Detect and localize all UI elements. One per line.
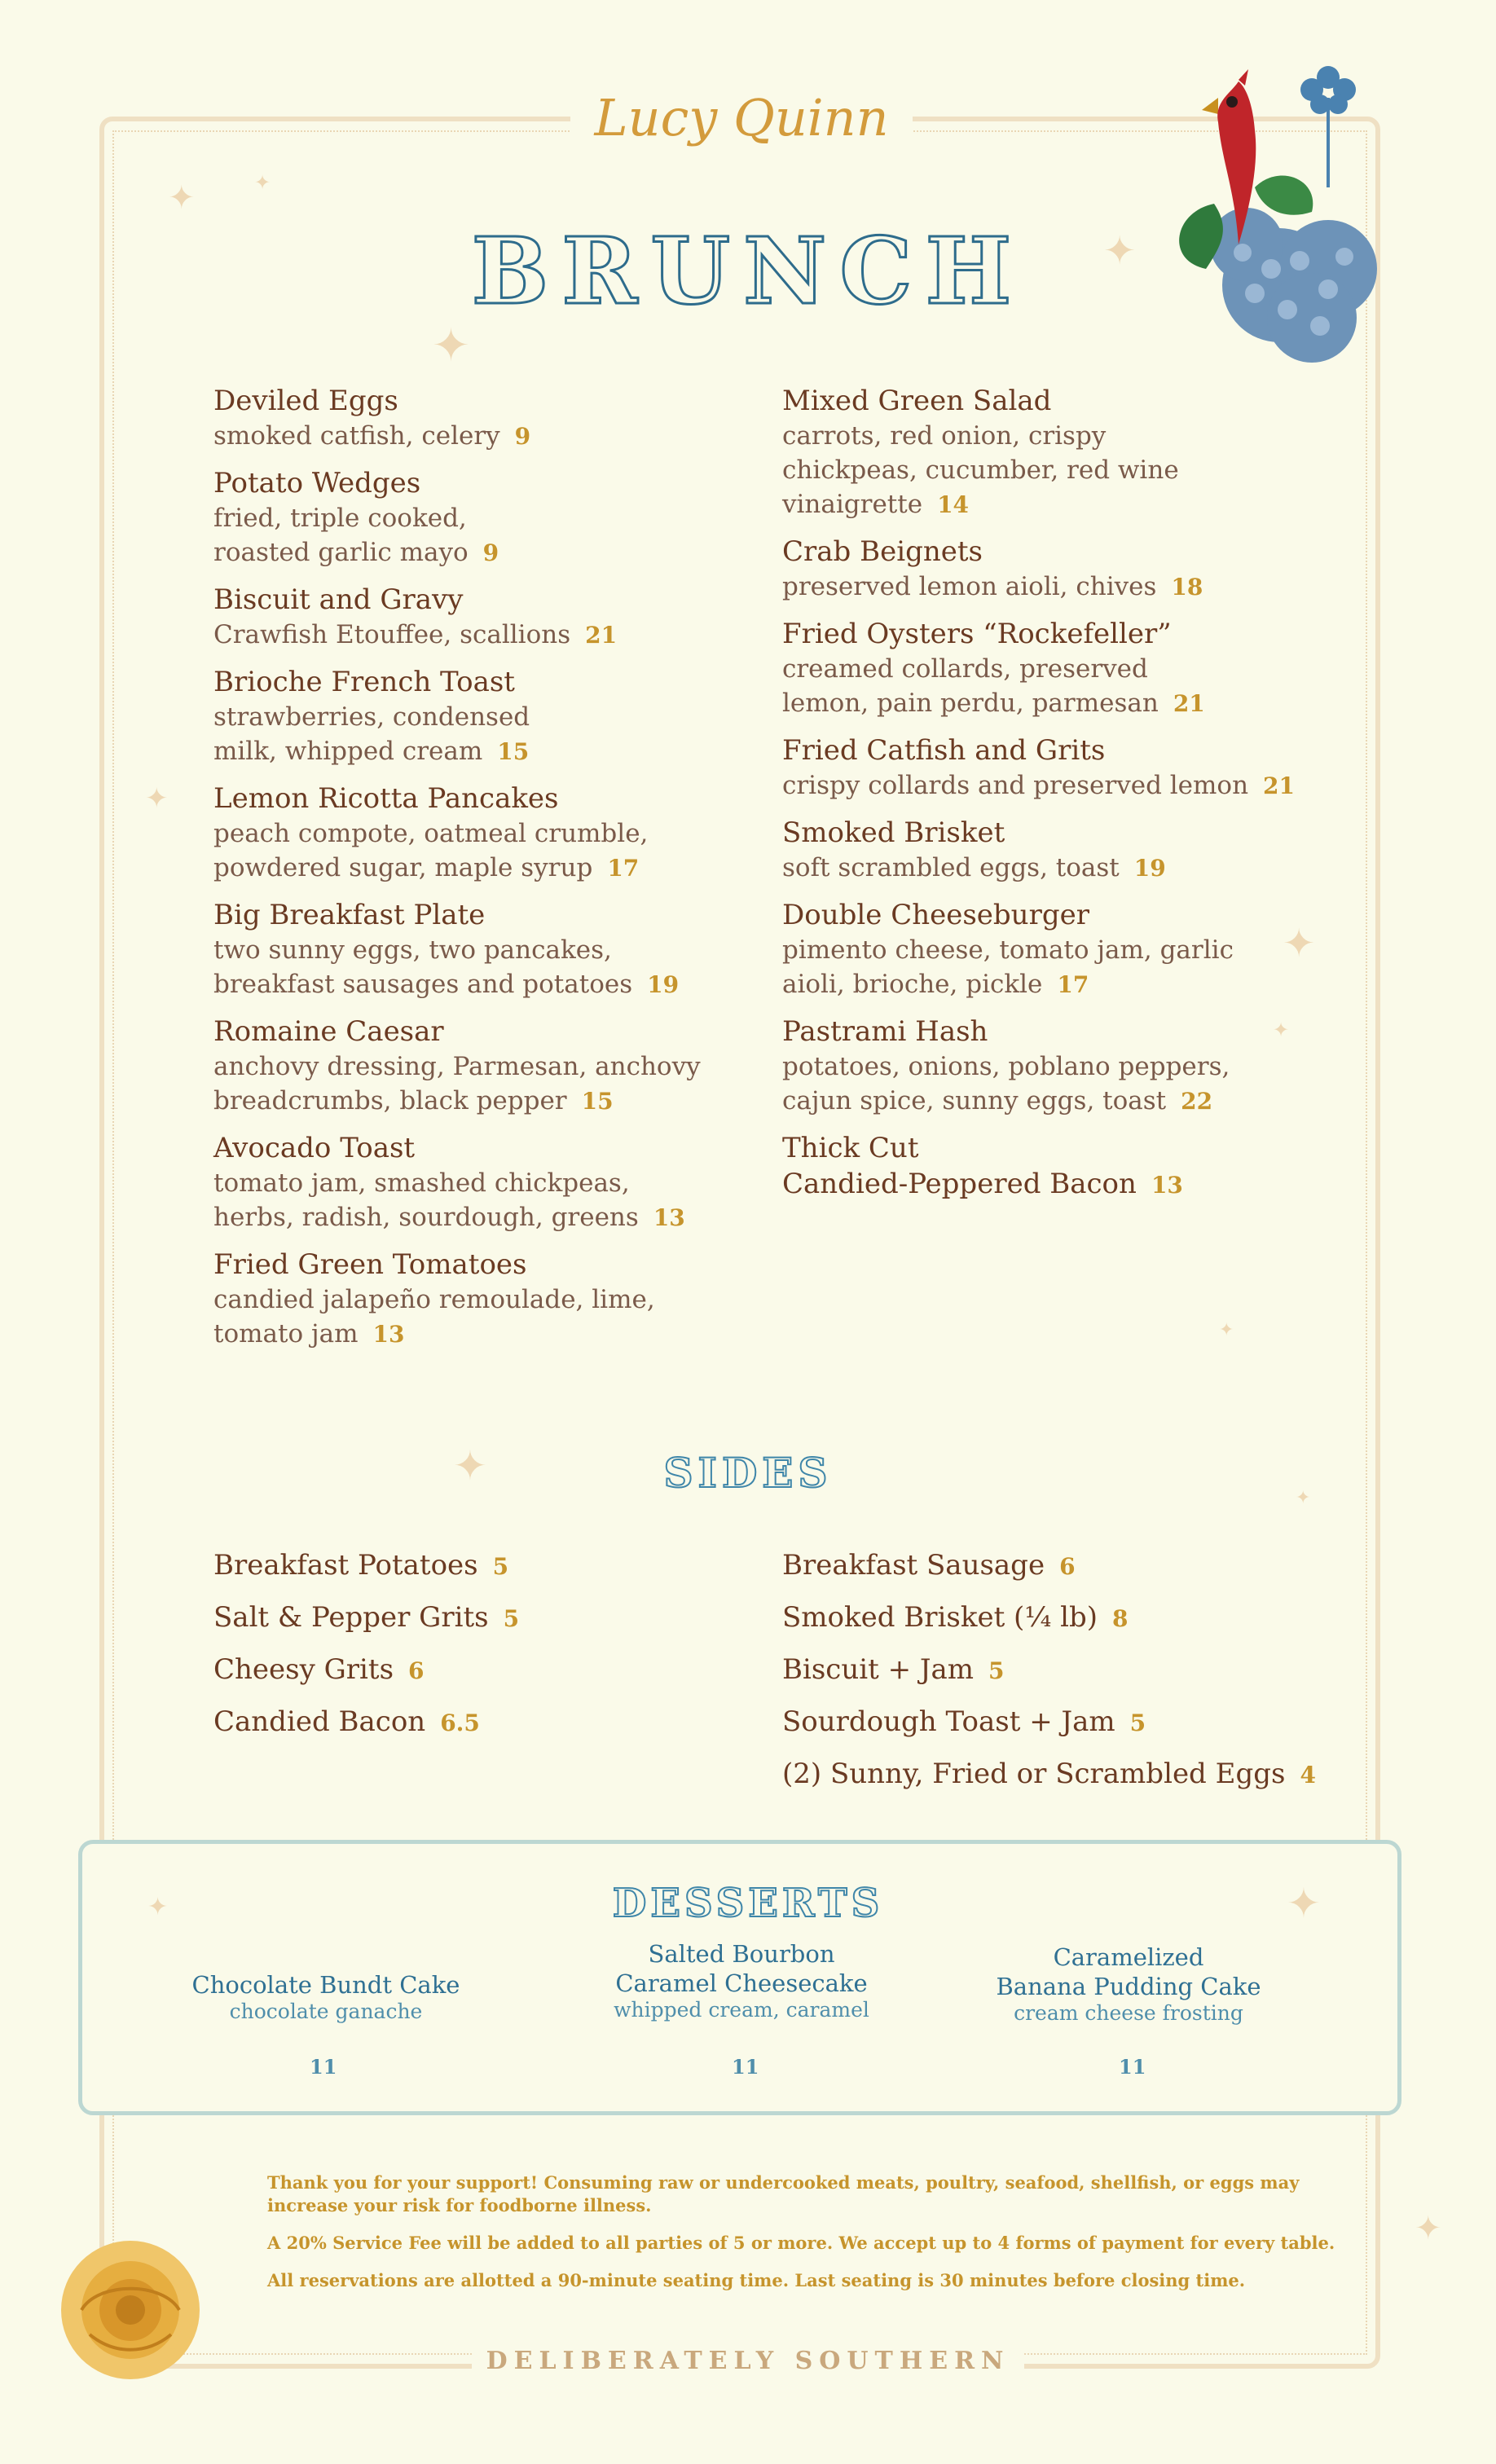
item-name: Potato Wedges bbox=[213, 467, 421, 499]
dessert-name: Chocolate Bundt Cake bbox=[191, 1971, 460, 1999]
item-price: 14 bbox=[937, 491, 970, 518]
side-price: 6.5 bbox=[440, 1709, 480, 1736]
dessert-item bbox=[179, 1970, 473, 2024]
side-price: 5 bbox=[503, 1605, 520, 1632]
item-price: 22 bbox=[1181, 1088, 1213, 1115]
menu-item bbox=[782, 534, 1353, 605]
menu-item bbox=[213, 465, 751, 570]
item-name: Avocado Toast bbox=[213, 1132, 416, 1164]
menu-item bbox=[782, 733, 1353, 803]
item-desc: pimento cheese, tomato jam, garlic aioli, brioche, pickle bbox=[782, 935, 1234, 999]
side-item bbox=[213, 1644, 519, 1696]
desserts-heading: DESSERTS bbox=[612, 1881, 884, 1926]
sparkle-icon: ✦ bbox=[147, 1893, 169, 1921]
item-name: Crab Beignets bbox=[782, 535, 983, 568]
menu-item bbox=[213, 1247, 751, 1352]
menu-item bbox=[782, 815, 1353, 886]
item-desc: potatoes, onions, poblano peppers, cajun spice, sunny eggs, toast bbox=[782, 1052, 1230, 1115]
item-desc: crispy collards and preserved lemon bbox=[782, 771, 1249, 800]
item-name: Smoked Brisket bbox=[782, 816, 1005, 849]
note-service-fee: A 20% Service Fee will be added to all parties of 5 or more. We accept up to 4 forms of payment for every table. bbox=[267, 2233, 1335, 2253]
side-name: Smoked Brisket (¼ lb) bbox=[782, 1601, 1098, 1634]
side-name: (2) Sunny, Fried or Scrambled Eggs bbox=[782, 1758, 1286, 1790]
dessert-desc: cream cheese frosting bbox=[1014, 2001, 1243, 2025]
sides-heading: SIDES bbox=[663, 1449, 833, 1497]
item-desc: strawberries, condensed milk, whipped cream bbox=[213, 702, 530, 766]
menu-item bbox=[782, 616, 1353, 721]
item-price: 21 bbox=[1263, 772, 1296, 799]
dessert-price: 11 bbox=[732, 2055, 759, 2079]
side-item bbox=[782, 1749, 1316, 1801]
item-price: 13 bbox=[372, 1321, 405, 1348]
side-price: 8 bbox=[1111, 1605, 1129, 1632]
menu-item bbox=[213, 582, 751, 653]
side-price: 4 bbox=[1300, 1762, 1316, 1789]
side-price: 6 bbox=[1059, 1553, 1076, 1580]
side-item bbox=[213, 1540, 519, 1592]
item-price: 13 bbox=[1151, 1172, 1183, 1199]
item-desc: soft scrambled eggs, toast bbox=[782, 853, 1120, 882]
side-price: 5 bbox=[1129, 1709, 1146, 1736]
item-desc: two sunny eggs, two pancakes, breakfast sausages and potatoes bbox=[213, 935, 633, 999]
sparkle-icon: ✦ bbox=[1296, 1488, 1311, 1508]
sparkle-icon: ✦ bbox=[453, 1442, 487, 1489]
item-name: Fried Catfish and Grits bbox=[782, 734, 1106, 767]
side-item bbox=[213, 1592, 519, 1644]
sparkle-icon: ✦ bbox=[1103, 228, 1137, 274]
side-name: Cheesy Grits bbox=[213, 1653, 394, 1686]
note-allergy: Thank you for your support! Consuming raw or undercooked meats, poultry, seafood, shellfish, or eggs may increase your risk for foodborne illness. bbox=[267, 2172, 1300, 2215]
sparkle-icon: ✦ bbox=[1283, 921, 1316, 966]
menu-item bbox=[213, 897, 751, 1002]
item-price: 21 bbox=[1173, 690, 1205, 717]
dessert-item bbox=[595, 1939, 888, 2022]
item-desc: anchovy dressing, Parmesan, anchovy breadcrumbs, black pepper bbox=[213, 1052, 701, 1115]
side-item bbox=[213, 1696, 519, 1749]
menu-item bbox=[782, 383, 1353, 522]
menu-item bbox=[213, 781, 751, 886]
item-price: 19 bbox=[647, 971, 680, 998]
item-name: Lemon Ricotta Pancakes bbox=[213, 782, 559, 815]
item-name: Big Breakfast Plate bbox=[213, 899, 486, 931]
item-desc: smoked catfish, celery bbox=[213, 421, 500, 451]
dessert-name-line2: Caramel Cheesecake bbox=[615, 1969, 868, 1997]
item-name: Mixed Green Salad bbox=[782, 385, 1052, 417]
item-name: Thick Cut bbox=[782, 1132, 919, 1164]
item-desc: Crawfish Etouffee, scallions bbox=[213, 620, 571, 649]
item-name: Romaine Caesar bbox=[213, 1015, 444, 1048]
sides-left-column bbox=[213, 1540, 519, 1749]
brunch-left-column bbox=[213, 383, 751, 1363]
item-name: Brioche French Toast bbox=[213, 666, 515, 698]
item-desc: tomato jam, smashed chickpeas, herbs, radish, sourdough, greens bbox=[213, 1168, 639, 1232]
menu-item bbox=[782, 1130, 1353, 1203]
item-price: 15 bbox=[581, 1088, 614, 1115]
item-desc: creamed collards, preserved lemon, pain perdu, parmesan bbox=[782, 654, 1159, 718]
side-price: 5 bbox=[492, 1553, 509, 1580]
sparkle-icon: ✦ bbox=[1273, 1019, 1290, 1041]
item-name: Double Cheeseburger bbox=[782, 899, 1089, 931]
side-item bbox=[782, 1540, 1316, 1592]
menu-item bbox=[213, 383, 751, 454]
side-name: Breakfast Potatoes bbox=[213, 1549, 478, 1582]
side-name: Biscuit + Jam bbox=[782, 1653, 975, 1686]
dessert-desc: whipped cream, caramel bbox=[614, 1998, 869, 2022]
brunch-heading: BRUNCH bbox=[471, 218, 1025, 325]
item-name: Pastrami Hash bbox=[782, 1015, 988, 1048]
item-name: Fried Oysters “Rockefeller” bbox=[782, 618, 1172, 650]
item-price: 9 bbox=[514, 423, 531, 450]
item-price: 17 bbox=[1057, 971, 1089, 998]
sparkle-icon: ✦ bbox=[1415, 2210, 1442, 2247]
item-name: Biscuit and Gravy bbox=[213, 583, 464, 616]
menu-item bbox=[213, 1130, 751, 1235]
item-name: Deviled Eggs bbox=[213, 385, 398, 417]
side-item bbox=[782, 1696, 1316, 1749]
side-item bbox=[782, 1644, 1316, 1696]
item-price: 9 bbox=[482, 539, 499, 566]
side-name: Breakfast Sausage bbox=[782, 1549, 1045, 1582]
item-price: 19 bbox=[1133, 855, 1166, 882]
dessert-desc: chocolate ganache bbox=[229, 2000, 423, 2023]
side-item bbox=[782, 1592, 1316, 1644]
item-price: 13 bbox=[653, 1204, 685, 1231]
menu-item bbox=[782, 897, 1353, 1002]
sparkle-icon: ✦ bbox=[145, 782, 169, 815]
brand-logo: Lucy Quinn bbox=[570, 81, 913, 155]
brunch-right-column bbox=[782, 383, 1353, 1215]
side-price: 5 bbox=[988, 1657, 1005, 1684]
side-name: Candied Bacon bbox=[213, 1705, 426, 1738]
note-reservations: All reservations are allotted a 90-minute seating time. Last seating is 30 minutes before closing time. bbox=[267, 2270, 1246, 2290]
side-price: 6 bbox=[408, 1657, 425, 1684]
dessert-item bbox=[982, 1943, 1275, 2026]
menu-item bbox=[213, 1014, 751, 1119]
dessert-name: Caramelized bbox=[1053, 1943, 1204, 1971]
sparkle-icon: ✦ bbox=[254, 171, 271, 194]
item-desc: preserved lemon aioli, chives bbox=[782, 572, 1157, 601]
menu-item bbox=[782, 1014, 1353, 1119]
menu-item bbox=[213, 664, 751, 769]
side-name: Sourdough Toast + Jam bbox=[782, 1705, 1115, 1738]
sparkle-icon: ✦ bbox=[432, 319, 470, 372]
item-desc: carrots, red onion, crispy chickpeas, cucumber, red wine vinaigrette bbox=[782, 421, 1179, 519]
dessert-price: 11 bbox=[310, 2055, 337, 2079]
dessert-name: Salted Bourbon bbox=[648, 1940, 835, 1968]
sparkle-icon: ✦ bbox=[1287, 1880, 1321, 1927]
item-price: 18 bbox=[1171, 574, 1203, 601]
sparkle-icon: ✦ bbox=[1219, 1320, 1234, 1340]
footer-tagline bbox=[0, 2347, 1496, 2375]
sparkle-icon: ✦ bbox=[168, 179, 196, 217]
item-desc: candied jalapeño remoulade, lime, tomato jam bbox=[213, 1285, 655, 1349]
item-name-line2: Candied-Peppered Bacon bbox=[782, 1168, 1137, 1200]
dessert-name-line2: Banana Pudding Cake bbox=[996, 1973, 1261, 2000]
side-name: Salt & Pepper Grits bbox=[213, 1601, 489, 1634]
item-desc: peach compote, oatmeal crumble, powdered sugar, maple syrup bbox=[213, 819, 649, 882]
item-name: Fried Green Tomatoes bbox=[213, 1248, 527, 1281]
item-price: 21 bbox=[585, 622, 618, 649]
item-price: 15 bbox=[497, 738, 530, 765]
notes-section bbox=[267, 2171, 1343, 2307]
dessert-price: 11 bbox=[1119, 2055, 1146, 2079]
tagline-text: DELIBERATELY SOUTHERN bbox=[472, 2347, 1025, 2375]
sides-right-column bbox=[782, 1540, 1316, 1801]
item-desc: fried, triple cooked, roasted garlic mayo bbox=[213, 504, 469, 567]
item-price: 17 bbox=[607, 855, 640, 882]
